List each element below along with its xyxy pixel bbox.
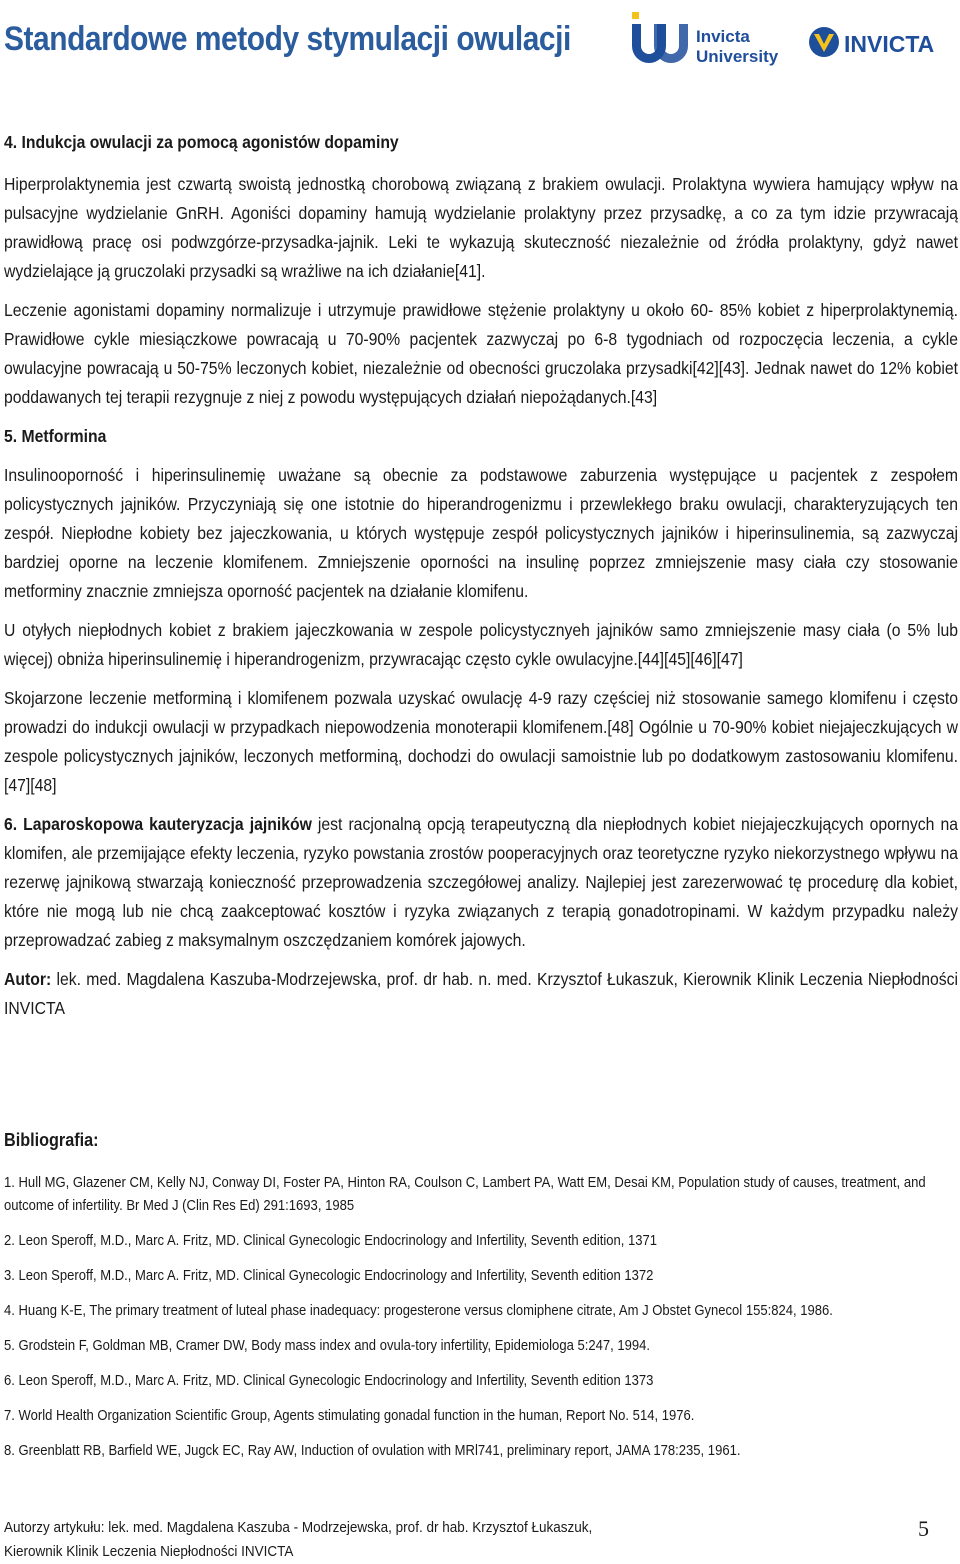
invicta-brand-logo: [808, 22, 958, 62]
invicta-university-logo: [630, 10, 780, 70]
section-5-paragraph-3: Skojarzone leczenie metforminą i klomifenem pozwala uzyskać owulację 4-9 razy częściej niż stosowanie samego klomifenu i często prowadzi do indukcji owulacji w przypadkach niepowodzenia monoterapii klomifenem.[48] Ogólnie u 70-90% kobiet niejajeczkujących w zespole policystycznych jajników, leczonych metforminą, dochodzi do owulacji samoistnie lub po dodatkowym zastosowaniu klomifenu.[47][48]: [4, 688, 958, 795]
section-4-heading: 4. Indukcja owulacji za pomocą agonistów dopaminy: [4, 132, 399, 152]
main-content: [4, 128, 958, 1023]
logo-dot-icon: [632, 12, 639, 19]
bibliography-item: 5. Grodstein F, Goldman MB, Cramer DW, Body mass index and ovula-tory infertility, Epidemiologa 5:247, 1994.: [4, 1338, 651, 1354]
bibliography-item: 2. Leon Speroff, M.D., Marc A. Fritz, MD. Clinical Gynecologic Endocrinology and Infertility, Seventh edition, 1371: [4, 1233, 658, 1249]
section-5-heading: 5. Metformina: [4, 426, 107, 446]
footer-line-2: Kierownik Klinik Leczenia Niepłodności INVICTA: [4, 1543, 294, 1560]
author-paragraph: [4, 965, 958, 1023]
bibliography-item: 3. Leon Speroff, M.D., Marc A. Fritz, MD. Clinical Gynecologic Endocrinology and Infertility, Seventh edition 1372: [4, 1268, 654, 1284]
section-5-paragraph-2: U otyłych niepłodnych kobiet z brakiem jajeczkowania w zespole policystycznyeh jajników samo zmniejszenie masy ciała (o 5% lub więcej) obniża hiperinsulinemię i hiperandrogenizm, przywracając często cykle owulacyjne.[44][45][46][47]: [4, 620, 958, 669]
logo-line1: Invicta: [696, 27, 750, 46]
bibliography-item: 1. Hull MG, Glazener CM, Kelly NJ, Conway DI, Foster PA, Hinton RA, Coulson C, Lambert PA, Watt EM, Desai KM, Population study of causes, treatment, and outcome of infertility. Br Med J (Clin Res Ed) 291:1693, 1985: [4, 1175, 926, 1214]
bibliography-heading: Bibliografia:: [4, 1130, 99, 1150]
logo-line2: University: [696, 47, 779, 66]
bibliography-item: 6. Leon Speroff, M.D., Marc A. Fritz, MD. Clinical Gynecologic Endocrinology and Infertility, Seventh edition 1373: [4, 1373, 654, 1389]
section-6-heading: 6. Laparoskopowa kauteryzacja jajników: [4, 814, 312, 834]
page-number: 5: [918, 1516, 929, 1541]
bibliography-item: 4. Huang K-E, The primary treatment of luteal phase inadequacy: progesterone versus clomiphene citrate, Am J Obstet Gynecol 155:824, 1986.: [4, 1303, 833, 1319]
page-title: Standardowe metody stymulacji owulacji: [4, 20, 571, 58]
section-6-text: jest racjonalną opcją terapeutyczną dla niepłodnych kobiet niejajeczkujących opornych na klomifen, ale przemijające efekty leczenia, ryzyko powstania zrostów pooperacyjnych oraz teoretyczne ryzyko niekorzystnego wpływu na rezerwę jajnikową stwarzają konieczność przeprowadzenia szczegółowej analizy. Najlepiej jest zarezerwować tę procedurę dla kobiet, które nie mogą lub nie chcą zaakceptować kosztów i ryzyka związanych z terapią gonadotropinami. W każdym przypadku należy przeprowadzać zabieg z maksymalnym oszczędzaniem komórek jajowych.: [4, 814, 959, 950]
section-4-paragraph-1: Hiperprolaktynemia jest czwartą swoistą jednostką chorobową związaną z brakiem owulacji. Prolaktyna wywiera hamujący wpływ na pulsacyjne wydzielanie GnRH. Agoniści dopaminy hamują wydzielanie prolaktyny przez przysadkę, a co za tym idzie przywracają prawidłową pracę osi podwzgórze-przysadka-jajnik. Leki te wykazują skuteczność niezależnie od źródła prolaktyny, gdyż nawet wydzielające ją gruczolaki przysadki są wrażliwe na ich działanie[41].: [4, 174, 958, 281]
section-6-paragraph: [4, 810, 958, 955]
section-4-paragraph-2: Leczenie agonistami dopaminy normalizuje i utrzymuje prawidłowe stężenie prolaktyny u około 60- 85% kobiet z hiperprolaktynemią. Prawidłowe cykle miesiączkowe powracają u 70-90% pacjentek zazwyczaj po 6-8 tygodniach od rozpoczęcia leczenia, a cykle owulacyjne powracają u 50-75% leczonych kobiet, niezależnie od obecności gruczolaka przysadki[42][43]. Jednak nawet do 12% kobiet poddawanych tej terapii rezygnuje z niej z powodu występujących działań niepożądanych.[43]: [4, 300, 958, 407]
bibliography-list: [4, 1172, 958, 1475]
bibliography-item: 7. World Health Organization Scientific Group, Agents stimulating gonadal function in the human, Report No. 514, 1976.: [4, 1408, 695, 1424]
author-label: Autor:: [4, 969, 52, 989]
footer-line-1: Autorzy artykułu: lek. med. Magdalena Kaszuba - Modrzejewska, prof. dr hab. Krzysztof Łukaszuk,: [4, 1519, 593, 1536]
bibliography-item: 8. Greenblatt RB, Barfield WE, Jugck EC, Ray AW, Induction of ovulation with MRl741, preliminary report, JAMA 178:235, 1961.: [4, 1443, 741, 1459]
logo-brand-text: INVICTA: [844, 31, 935, 57]
author-text: lek. med. Magdalena Kaszuba-Modrzejewska, prof. dr hab. n. med. Krzysztof Łukaszuk, Kierownik Klinik Leczenia Niepłodności INVICTA: [4, 969, 958, 1018]
section-5-paragraph-1: Insulinooporność i hiperinsulinemię uważane są obecnie za podstawowe zaburzenia występujące u pacjentek z zespołem policystycznych jajników. Przyczyniają się one istotnie do hiperandrogenizmu i przewlekłego braku owulacji, charakteryzujących ten zespół. Niepłodne kobiety bez jajeczkowania, u których występuje zespół policystycznych jajników i hiperinsulinemia, są zazwyczaj bardziej oporne na leczenie klomifenem. Zmniejszenie oporności na insulinę poprzez zmniejszenie masy ciała czy stosowanie metforminy znacznie zmniejsza oporność pacjentek na działanie klomifenu.: [4, 465, 958, 601]
page-footer: [4, 1516, 592, 1564]
logo-emblem-icon: [809, 27, 839, 57]
